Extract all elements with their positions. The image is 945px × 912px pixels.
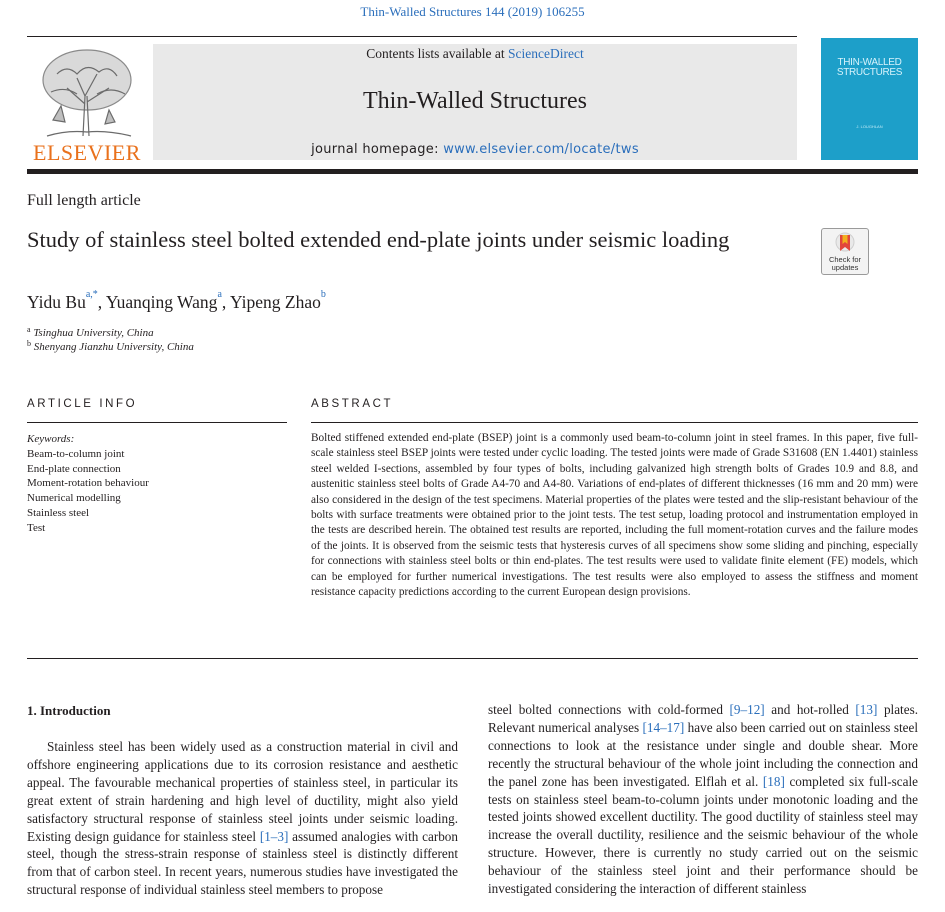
journal-citation[interactable]: Thin-Walled Structures 144 (2019) 106255 [360, 4, 585, 19]
author-separator: , [97, 292, 106, 312]
article-type: Full length article [27, 192, 141, 209]
affiliation-label: b [27, 339, 31, 348]
keyword-item: Stainless steel [27, 506, 90, 519]
sciencedirect-link[interactable]: ScienceDirect [508, 46, 584, 61]
citation-link[interactable]: [14–17] [642, 719, 685, 735]
abstract-bottom-rule [27, 658, 918, 659]
tree-icon [27, 44, 147, 140]
journal-homepage [153, 142, 797, 157]
keywords-label: Keywords: [27, 433, 75, 445]
header-thick-rule [27, 169, 918, 174]
author-name[interactable]: Yidu Bu [27, 292, 86, 312]
abstract-heading: ABSTRACT [311, 398, 394, 410]
citation-link[interactable]: [18] [762, 773, 785, 789]
author-list [27, 289, 326, 313]
publisher-wordmark: ELSEVIER [33, 140, 141, 165]
paragraph-text: plates. Relevant numerical analyses [488, 702, 919, 735]
check-for-updates-label [822, 256, 868, 272]
paragraph-text: and hot-rolled [764, 702, 856, 717]
homepage-prefix: journal homepage: [311, 142, 444, 157]
paragraph-text: steel bolted connections with cold-formed [488, 702, 730, 717]
journal-cover-thumbnail[interactable] [821, 38, 918, 160]
paragraph-text: assumed analogies with carbon steel, though the stress-strain response of stainless steel is distinctly different from that of carbon steel. In recent years, numerous studies have investigated the structural response of individual stainless steel members to propose [27, 828, 458, 898]
bookmark-icon [835, 232, 855, 254]
author-affiliation-marker[interactable]: b [320, 289, 326, 300]
cover-subtitle: J. LOUGHLAN [856, 124, 883, 129]
contents-line [153, 46, 797, 62]
citation-link[interactable]: [9–12] [729, 702, 765, 717]
journal-banner [153, 44, 797, 160]
keyword-item: Beam-to-column joint [27, 447, 125, 460]
abstract-body: Bolted stiffened extended end-plate (BSEP) joint is a commonly used beam-to-column joint in steel frames. In this paper, five full-scale stainless steel BSEP joints were tested under cyclic loading. The tested joints were made of Grade S31608 (EN 1.4401) stainless steel welded I-sections, assembled by four types of bolts, including galvanized high strength bolts of Grades 10.9 and 8.8, and austenitic stainless steel bolts of Grade A4-70 and A4-80. Variations of end-plates of different thicknesses (16 mm and 20 mm) were also considered in the design of the test specimens. Material properties of the plates were tested and the slip-resistant behaviour of the bolts with surface treatments were obtained prior to the joint tests. The test setup, loading protocol and instrumentation employed in the tests are described herein. The obtained test results are reported, including the full moment-rotation curves and the failure modes of the joints. It is observed from the seismic tests that hysteresis curves of all specimens show some sliding and pinching, especially for connections with stainless steel bolts or thin end-plates. The test results were used to validate finite element (FE) models, which can be employed for further numerical investigations. The test results were also employed to assess the stiffness and moment resistance capacity predictions according to the current European design provisions. [311, 432, 918, 599]
affiliation-text: Tsinghua University, China [33, 327, 154, 339]
section-heading-introduction: 1. Introduction [27, 703, 111, 718]
abstract-rule [311, 422, 918, 423]
citation-link[interactable]: [13] [855, 702, 878, 717]
affiliation [27, 327, 154, 339]
introduction-left-column [27, 738, 458, 899]
keywords-block [27, 432, 149, 536]
journal-title: Thin-Walled Structures [362, 88, 587, 114]
affiliation-label: a [27, 325, 31, 334]
paragraph-text: have also been carried out on stainless steel connections to look at the resistance under single and double shear. More recently the structural behaviour of the whole joint including the connection and the panel zone has been investigated. Elflah et al. [488, 719, 918, 789]
check-label-line2: updates [831, 263, 859, 272]
affiliation [27, 341, 194, 353]
article-info-rule [27, 422, 287, 423]
article-title: Study of stainless steel bolted extended end-plate joints under seismic loading [27, 227, 730, 252]
author-affiliation-marker[interactable]: a [217, 289, 222, 300]
paragraph-text: Stainless steel has been widely used as a construction material in civil and offshore engineering applications due to its corrosion resistance and aesthetic appeal. The favourable mechanical properties of stainless steel, in particular its great extent of strain hardening and high level of ductility, might also yield satisfactory structural response of stainless steel joints under seismic loading. Existing design guidance for stainless steel [27, 739, 458, 844]
keyword-item: Numerical modelling [27, 492, 121, 505]
paragraph-text: completed six full-scale tests on stainless steel beam-to-column joints under monotonic loading and the tested joints showed excellent ductility. The good ductility of stainless steel may increase the overall ductility, resilience and the seismic behaviour of the whole structure. However, there is currently no study carried out on the seismic behaviour of the stainless steel joint and their performance should be investigated considering the interaction of different stainless [488, 773, 918, 897]
author-name[interactable]: Yuanqing Wang [105, 292, 218, 312]
homepage-link[interactable]: www.elsevier.com/locate/tws [443, 142, 639, 157]
affiliation-text: Shenyang Jianzhu University, China [33, 341, 194, 353]
check-for-updates-button[interactable] [821, 228, 869, 275]
keyword-item: Moment-rotation behaviour [27, 477, 149, 490]
author-name[interactable]: Yipeng Zhao [230, 292, 321, 312]
check-label-line1: Check for [828, 255, 862, 264]
contents-prefix: Contents lists available at [366, 46, 508, 61]
header-top-rule [27, 36, 797, 37]
article-info-heading: ARTICLE INFO [27, 398, 138, 410]
citation-link[interactable]: [1–3] [259, 828, 289, 844]
introduction-right-column [488, 701, 918, 898]
keyword-item: End-plate connection [27, 462, 121, 475]
author-separator: , [221, 292, 230, 312]
author-affiliation-marker[interactable]: a,* [85, 289, 98, 300]
cover-title: THIN-WALLED STRUCTURES [836, 57, 903, 78]
keyword-item: Test [27, 521, 46, 534]
keyword-list [27, 447, 149, 536]
